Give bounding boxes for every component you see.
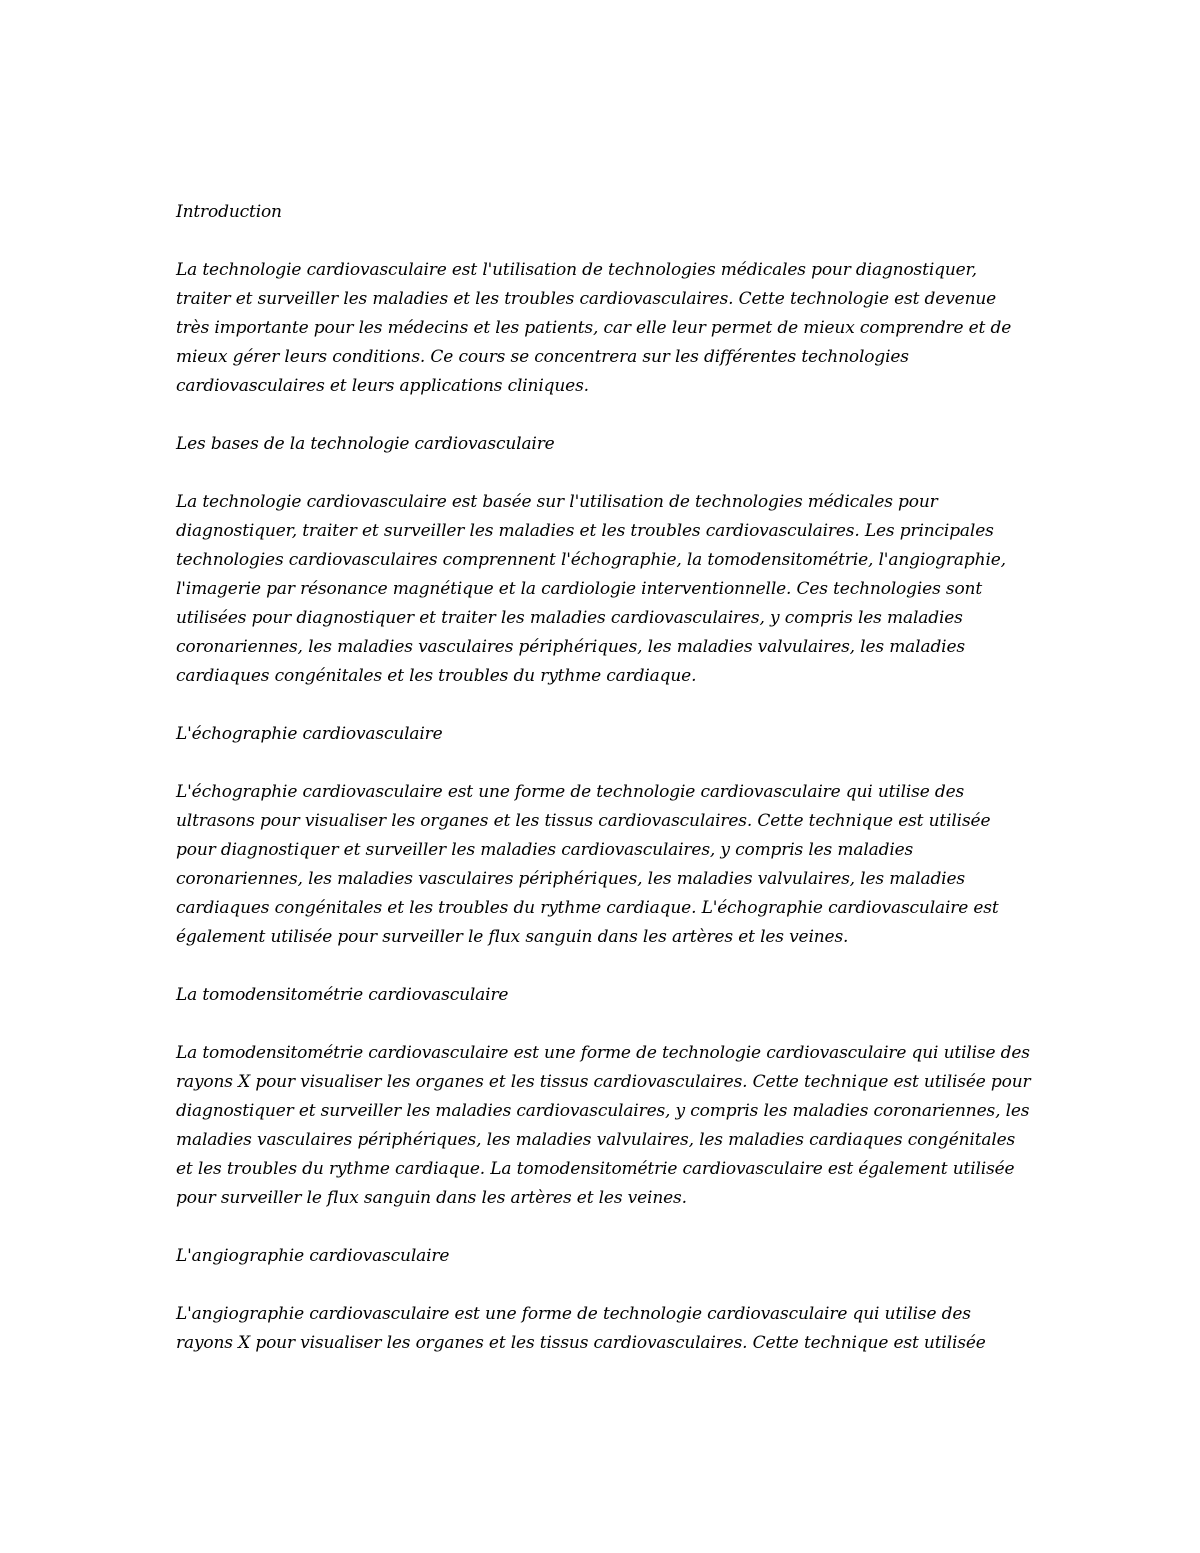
section-paragraph-tomodensitometrie: La tomodensitométrie cardiovasculaire est une forme de technologie cardiovasculaire qui utilise des rayons X pour visualiser les organes et les tissus cardiovasculaires. Cette technique est utilisée pour diagnostiquer et surveiller les maladies cardiovasculaires, y compris les maladies coronariennes, les maladies vasculaires périphériques, les maladies valvulaires, les maladies cardiaques congénitales et les troubles du rythme cardiaque. La tomodensitométrie cardiovasculaire est également utilisée pour surveiller le flux sanguin dans les artères et les veines.	[176, 1043, 1031, 1208]
section-paragraph-echographie: L'échographie cardiovasculaire est une forme de technologie cardiovasculaire qui utilise des ultrasons pour visualiser les organes et les tissus cardiovasculaires. Cette technique est utilisée pour diagnostiquer et surveiller les maladies cardiovasculaires, y compris les maladies coronariennes, les maladies vasculaires périphériques, les maladies valvulaires, les maladies cardiaques congénitales et les troubles du rythme cardiaque. L'échographie cardiovasculaire est également utilisée pour surveiller le flux sanguin dans les artères et les veines.	[176, 782, 999, 947]
section-paragraph-introduction: La technologie cardiovasculaire est l'utilisation de technologies médicales pour diagnostiquer, traiter et surveiller les maladies et les troubles cardiovasculaires. Cette technologie est devenue très importante pour les médecins et les patients, car elle leur permet de mieux comprendre et de mieux gérer leurs conditions. Ce cours se concentrera sur les différentes technologies cardiovasculaires et leurs applications cliniques.	[176, 260, 1012, 396]
section-heading-bases: Les bases de la technologie cardiovasculaire	[176, 434, 555, 454]
section-heading-echographie: L'échographie cardiovasculaire	[176, 724, 443, 744]
section-heading-tomodensitometrie: La tomodensitométrie cardiovasculaire	[176, 985, 509, 1005]
section-paragraph-bases: La technologie cardiovasculaire est basée sur l'utilisation de technologies médicales pour diagnostiquer, traiter et surveiller les maladies et les troubles cardiovasculaires. Les principales technologies cardiovasculaires comprennent l'échographie, la tomodensitométrie, l'angiographie, l'imagerie par résonance magnétique et la cardiologie interventionnelle. Ces technologies sont utilisées pour diagnostiquer et traiter les maladies cardiovasculaires, y compris les maladies coronariennes, les maladies vasculaires périphériques, les maladies valvulaires, les maladies cardiaques congénitales et les troubles du rythme cardiaque.	[176, 492, 1006, 686]
section-paragraph-angiographie: L'angiographie cardiovasculaire est une forme de technologie cardiovasculaire qui utilise des rayons X pour visualiser les organes et les tissus cardiovasculaires. Cette technique est utilisée	[176, 1304, 986, 1353]
document-page	[176, 198, 1032, 1387]
section-heading-angiographie: L'angiographie cardiovasculaire	[176, 1246, 450, 1266]
section-heading-introduction: Introduction	[176, 202, 282, 222]
